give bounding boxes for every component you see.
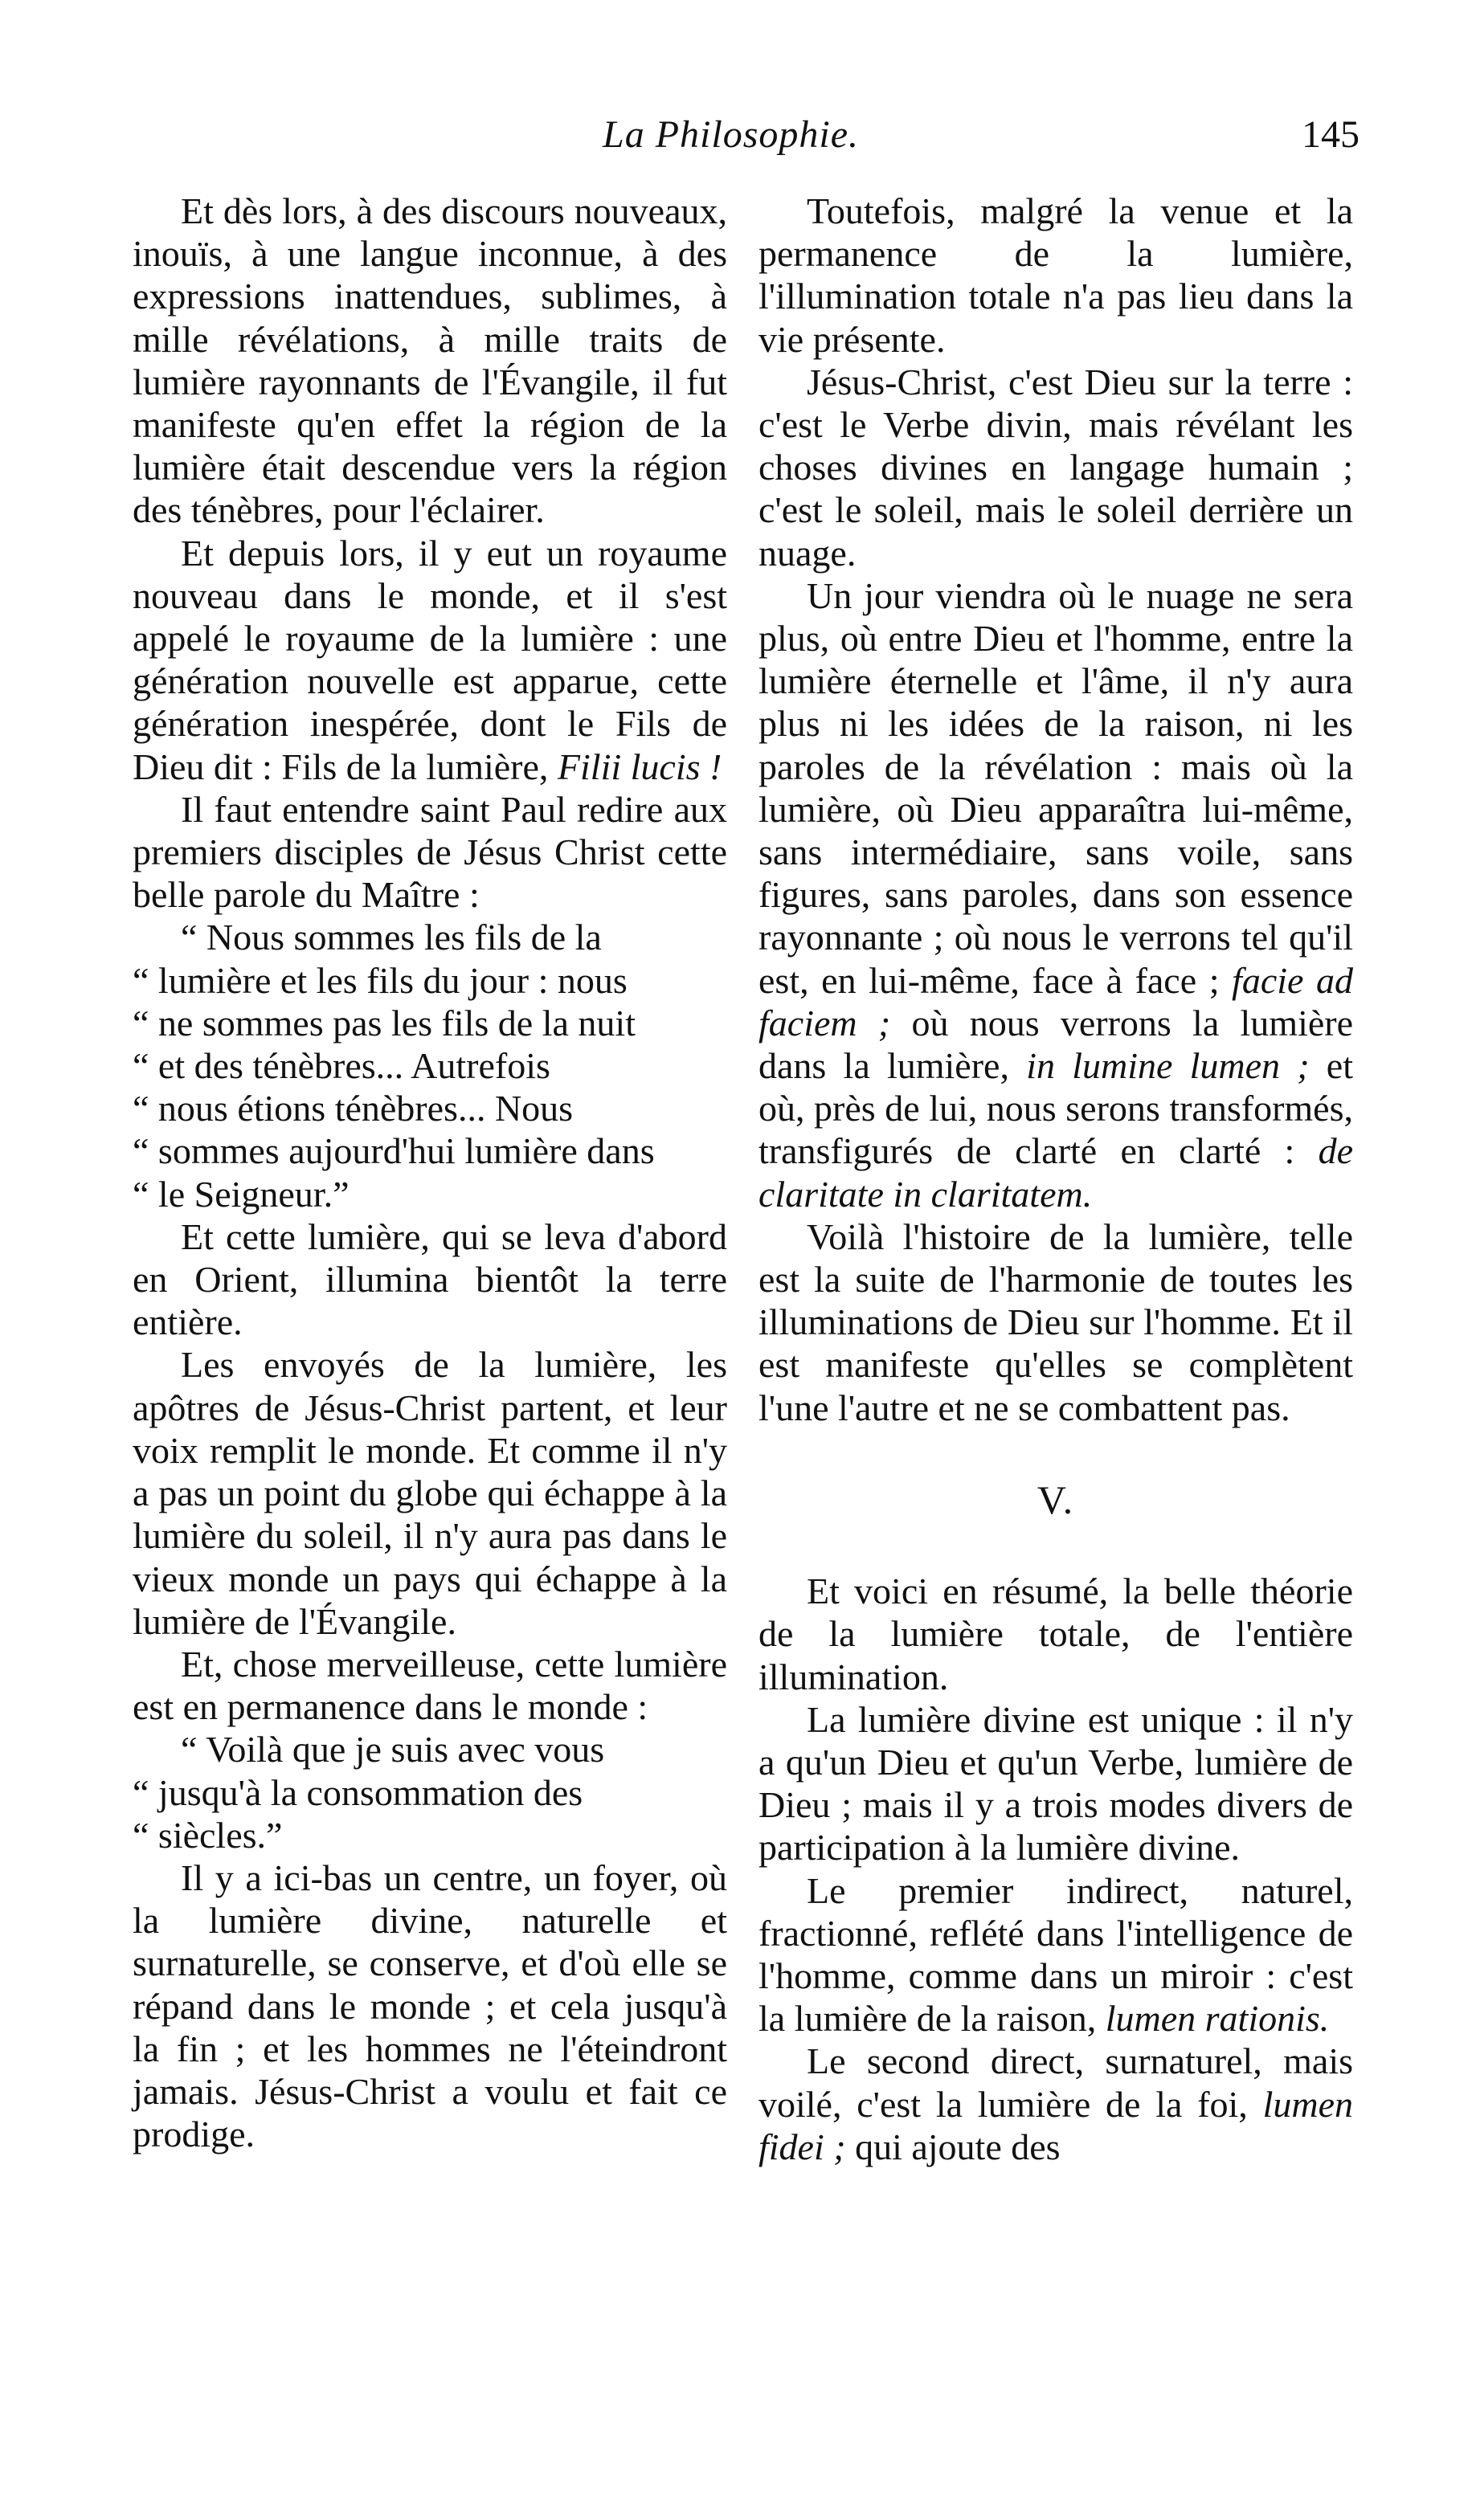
latin-phrase: in lumine lumen ; xyxy=(1026,1045,1310,1087)
paragraph: La lumière divine est unique : il n'y a qu'un Dieu et qu'un Verbe, lumière de Dieu ; mais il y a trois modes divers de participation à la lumière divine. xyxy=(758,1698,1353,1869)
paragraph: Et depuis lors, il y eut un royaume nouveau dans le monde, et il s'est appelé le royaume de la lumière : une génération nouvelle est apparue, cette génération inespérée, dont le Fils de Dieu dit : Fils de la lumière, Filii lucis ! xyxy=(133,532,727,787)
left-column xyxy=(133,190,727,2155)
paragraph: Et dès lors, à des discours nouveaux, inouïs, à une langue inconnue, à des expressions inattendues, sublimes, à mille révélations, à mille traits de lumière rayonnants de l'Évangile, il fut manifeste qu'en effet la région de la lumière était descendue vers la région des ténèbres, pour l'éclairer. xyxy=(133,190,727,531)
paragraph: Et cette lumière, qui se leva d'abord en Orient, illumina bientôt la terre entière. xyxy=(133,1215,727,1343)
paragraph: Les envoyés de la lumière, les apôtres de Jésus-Christ partent, et leur voix remplit le monde. Et comme il n'y a pas un point du globe qui échappe à la lumière du soleil, il n'y aura pas dans le vieux monde un pays qui échappe à la lumière de l'Évangile. xyxy=(133,1344,727,1642)
latin-phrase: lumen rationis. xyxy=(1105,1998,1330,2040)
section-heading: V. xyxy=(1037,1476,1075,1522)
text-run: où nous verrons la lumière dans la lumière, xyxy=(758,1002,1353,1087)
paragraph: Jésus-Christ, c'est Dieu sur la terre : c'est le Verbe divin, mais révélant les choses divines en langage humain ; c'est le soleil, mais le soleil derrière un nuage. xyxy=(758,361,1353,574)
quotation: “ Nous sommes les fils de la “ lumière et les fils du jour : nous “ ne sommes pas les fils de la nuit “ et des ténèbres... Autrefois “ nous étions ténèbres... Nous “ sommes aujourd'hui lumière dans “ le Seigneur.” xyxy=(133,917,655,1215)
latin-phrase: lumen fidei ; xyxy=(758,2083,1353,2167)
running-title: La Philosophie. xyxy=(603,113,860,156)
paragraph xyxy=(758,1869,1353,2040)
right-column xyxy=(758,190,1353,2168)
text-run: Le premier indirect, naturel, fractionné, reflété dans l'intelligence de l'homme, comme dans un miroir : c'est la lumière de la raison, xyxy=(758,1869,1353,2040)
text-run: Un jour viendra où le nuage ne sera plus, où entre Dieu et l'homme, entre la lumière éternelle et l'âme, il n'y aura plus ni les idées de la raison, ni les paroles de la révélation : mais où la lumière, où Dieu apparaîtra lui-même, sans intermédiaire, sans voile, sans figures, sans paroles, dans son essence rayonnante ; où nous le verrons tel qu'il est, en lui-même, face à face ; xyxy=(758,574,1353,1001)
paragraph: Et voici en résumé, la belle théorie de la lumière totale, de l'entière illumination. xyxy=(758,1570,1353,1697)
latin-phrase: Filii lucis ! xyxy=(557,745,722,787)
running-header xyxy=(129,112,1360,169)
text-run: qui ajoute des xyxy=(845,2126,1061,2167)
paragraph xyxy=(758,574,1353,1215)
paragraph: Toutefois, malgré la venue et la permanence de la lumière, l'illumination totale n'a pas lieu dans la vie présente. xyxy=(758,190,1353,360)
paragraph: Voilà l'histoire de la lumière, telle est la suite de l'harmonie de toutes les illuminations de Dieu sur l'homme. Et il est manifeste qu'elles se complètent l'une l'autre et ne se combattent pas. xyxy=(758,1215,1353,1428)
text-run: et où, près de lui, nous serons transformés, transfigurés de clarté en clarté : xyxy=(758,1045,1353,1172)
paragraph: Il faut entendre saint Paul redire aux premiers disciples de Jésus Christ cette belle parole du Maître : xyxy=(133,788,727,916)
quotation: “ Voilà que je suis avec vous “ jusqu'à la consommation des “ siècles.” xyxy=(133,1729,605,1856)
paragraph: Et, chose merveilleuse, cette lumière est en permanence dans le monde : xyxy=(133,1643,727,1728)
latin-phrase: de claritate in claritatem. xyxy=(758,1130,1353,1215)
latin-phrase: facie ad faciem ; xyxy=(758,959,1353,1044)
text-run: Le second direct, surnaturel, mais voilé, c'est la lumière de la foi, xyxy=(758,2040,1353,2125)
page-number: 145 xyxy=(1302,113,1360,156)
paragraph xyxy=(758,2040,1353,2168)
paragraph: Il y a ici-bas un centre, un foyer, où la lumière divine, naturelle et surnaturelle, se conserve, et d'où elle se répand dans le monde ; et cela jusqu'à la fin ; et les hommes ne l'éteindront jamais. Jésus-Christ a voulu et fait ce prodige. xyxy=(133,1856,727,2155)
